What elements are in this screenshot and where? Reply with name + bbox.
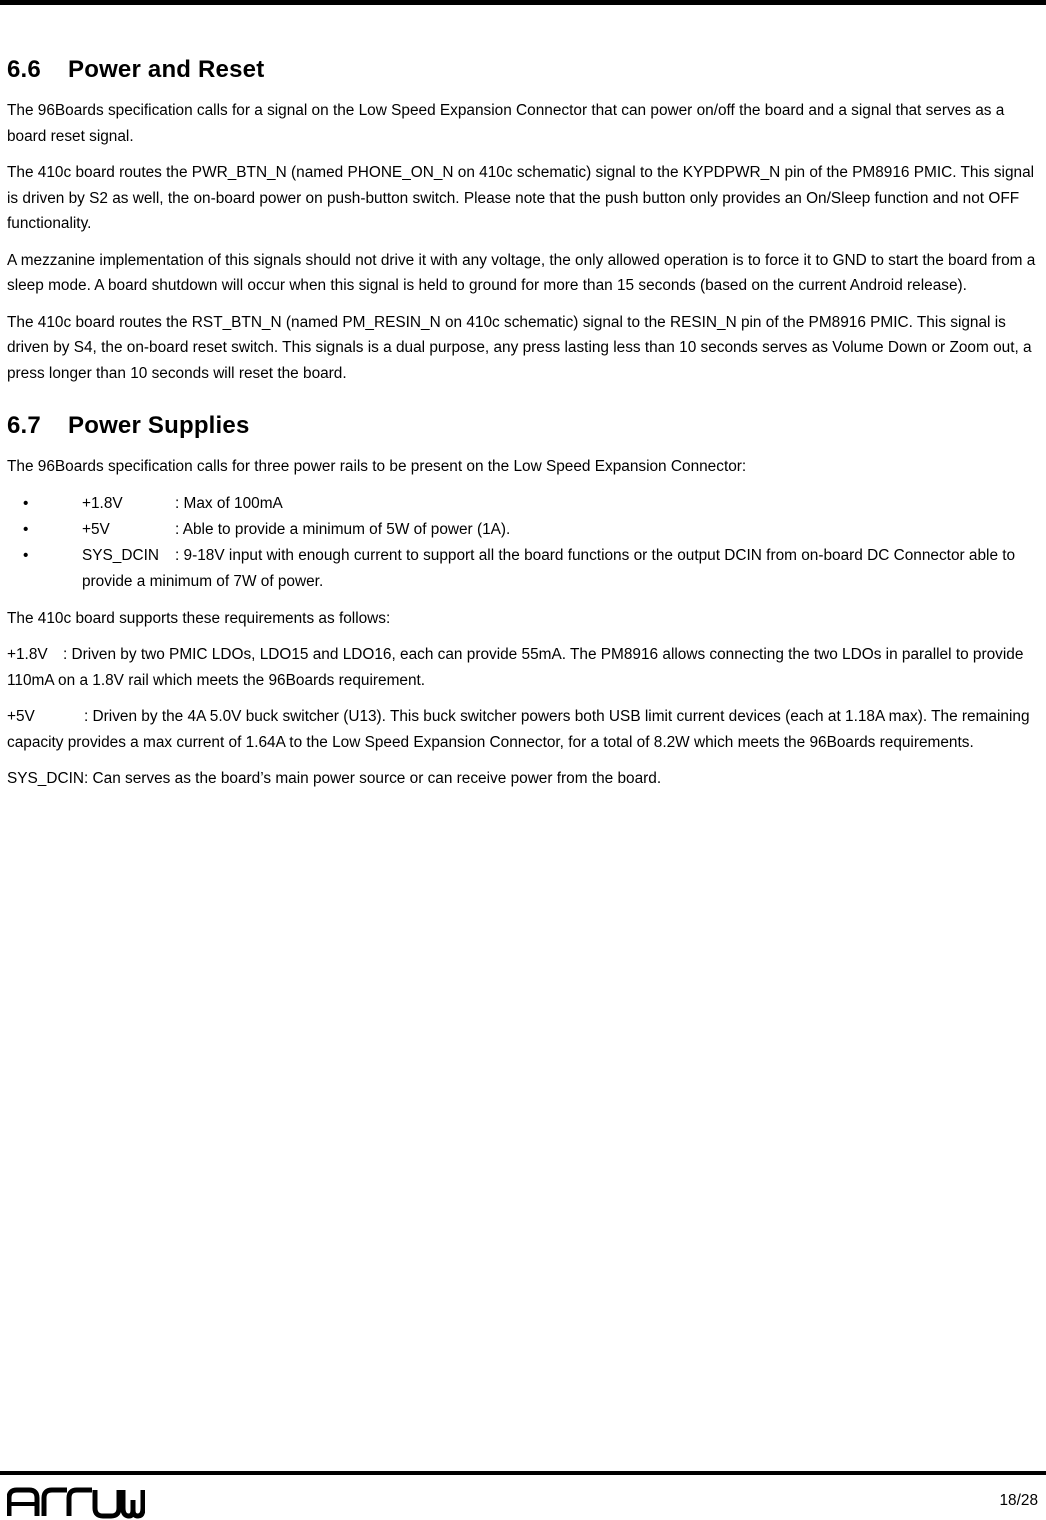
bullet-icon: •: [23, 520, 29, 538]
section-number: 6.6: [7, 56, 41, 83]
rail-description: : 9-18V input with enough current to support all the board functions or the output DCIN from on-board DC Connector able to provide a minimum of 7W of power.: [82, 546, 1016, 590]
list-item: [7, 491, 1041, 517]
top-rule: [0, 0, 1046, 5]
list-item: [7, 543, 1041, 595]
rail-description: : Max of 100mA: [175, 494, 283, 512]
arrow-logo-icon: [7, 1484, 145, 1520]
paragraph: The 96Boards specification calls for a signal on the Low Speed Expansion Connector that can power on/off the board and a signal that serves as a board reset signal.: [7, 102, 1005, 145]
section-title: Power and Reset: [68, 56, 265, 83]
detail-text: : Driven by two PMIC LDOs, LDO15 and LDO16, each can provide 55mA. The PM8916 allows connecting the two LDOs in parallel to provide 110mA on a 1.8V rail which meets the 96Boards requirement.: [7, 646, 1024, 689]
list-item: [7, 517, 1041, 543]
rail-description: : Able to provide a minimum of 5W of power (1A).: [175, 520, 511, 538]
detail-text: : Can serves as the board’s main power source or can receive power from the board.: [83, 770, 662, 787]
rail-label: +5V: [82, 520, 110, 538]
section-heading-power-supplies: [7, 410, 1041, 442]
paragraph: The 96Boards specification calls for three power rails to be present on the Low Speed Expansion Connector:: [7, 458, 747, 475]
section-heading-power-and-reset: [7, 54, 1041, 86]
bottom-rule: [0, 1471, 1046, 1475]
detail-5v: [7, 704, 1041, 755]
rail-label: SYS_DCIN: [82, 546, 159, 564]
section-title: Power Supplies: [68, 412, 250, 439]
detail-1v8: [7, 642, 1041, 693]
page-number: 18/28: [999, 1492, 1038, 1509]
detail-label: SYS_DCIN: [7, 770, 84, 787]
section-number: 6.7: [7, 412, 41, 439]
paragraph: A mezzanine implementation of this signals should not drive it with any voltage, the only allowed operation is to force it to GND to start the board from a sleep mode. A board shutdown will occur when this signal is held to ground for more than 15 seconds (based on the current Android release).: [7, 251, 1036, 294]
paragraph: The 410c board routes the PWR_BTN_N (named PHONE_ON_N on 410c schematic) signal to the KYPDPWR_N pin of the PM8916 PMIC. This signal is driven by S2 as well, the on-board power on push-button switch. Please note that the push button only provides an On/Sleep function and not OFF functionality.: [7, 164, 1035, 232]
detail-label: +1.8V: [7, 646, 48, 663]
paragraph: The 410c board routes the RST_BTN_N (named PM_RESIN_N on 410c schematic) signal to the RESIN_N pin of the PM8916 PMIC. This signal is driven by S4, the on-board reset switch. This signals is a dual purpose, any press lasting less than 10 seconds serves as Volume Down or Zoom out, a press longer than 10 seconds will reset the board.: [7, 313, 1032, 382]
power-rail-list: [7, 491, 1041, 595]
bullet-icon: •: [23, 494, 29, 512]
detail-label: +5V: [7, 708, 35, 725]
paragraph: The 410c board supports these requirements as follows:: [7, 609, 391, 627]
detail-text: : Driven by the 4A 5.0V buck switcher (U13). This buck switcher powers both USB limit current devices (each at 1.18A max). The remaining capacity provides a max current of 1.64A to the Low Speed Expansion Connector, for a total of 8.2W which meets the 96Boards requirements.: [7, 708, 1030, 751]
page-content: [7, 54, 1041, 803]
bullet-icon: •: [23, 546, 29, 564]
rail-label: +1.8V: [82, 494, 123, 512]
detail-sys-dcin: [7, 766, 1041, 792]
